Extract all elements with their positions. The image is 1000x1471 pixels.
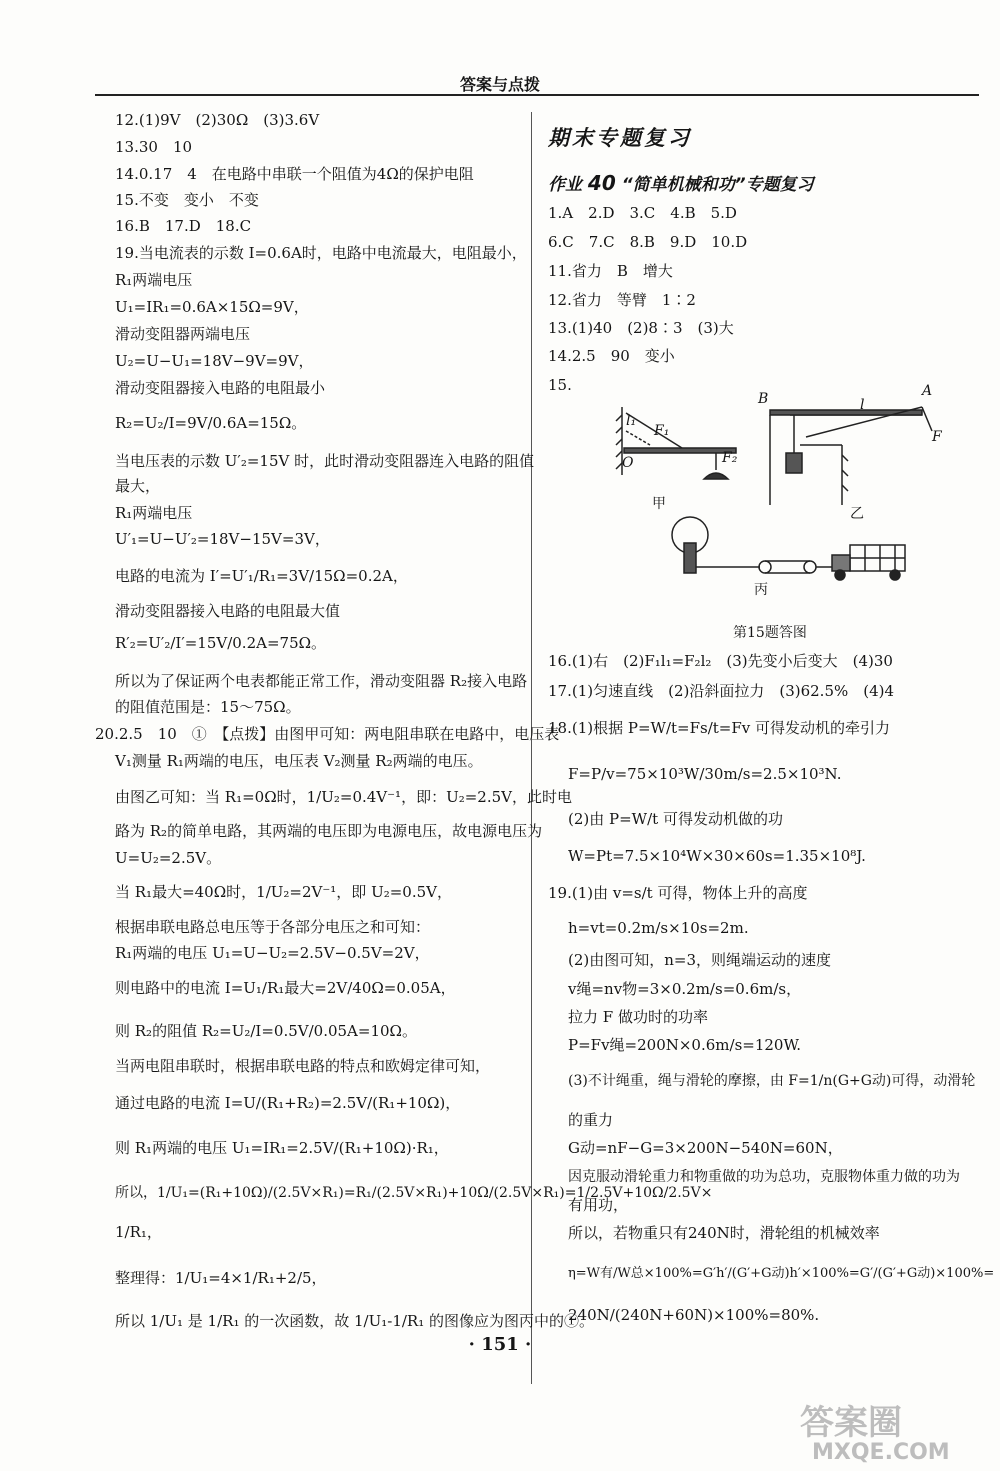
answer-line: 由图乙可知：当 R₁=0Ω时，1/U₂=0.4V⁻¹，即：U₂=2.5V，此时电 [115,788,572,806]
answer-line: 则电路中的电流 I=U₁/R₁最大=2V/40Ω=0.05A， [115,979,456,997]
answer-line: 12.省力 等臂 1∶2 [548,291,696,309]
answer-line: 整理得：1/U₁=4×1/R₁+2/5， [115,1269,327,1287]
symbol-l1: l₁ [626,413,637,429]
answer-line: 滑动变阻器接入电路的电阻最小 [115,379,326,397]
answer-line: η=W有/W总×100%=G′h′/(G′+G动)h′×100%=G′/(G′+G动)×100%= [568,1266,995,1281]
answer-line: 20.2.5 10 ① 【点拨】由图甲可知：两电阻串联在电路中，电压表 [95,725,560,743]
answer-line: U₁=IR₁=0.6A×15Ω=9V， [115,298,309,316]
homework-title [548,170,814,195]
answer-line: 所以为了保证两个电表都能正常工作，滑动变阻器 R₂接入电路 [115,672,528,690]
answer-line: (2)由图可知，n=3，则绳端运动的速度 [568,951,832,969]
answer-line: 16.B 17.D 18.C [115,217,252,235]
answer-line: R₁两端电压 [115,271,193,289]
homework-topic: “简单机械和功”专题复习 [621,175,814,195]
answer-line: 1.A 2.D 3.C 4.B 5.D [548,204,737,222]
answer-line: 13.30 10 [115,138,193,156]
answer-line: 14.0.17 4 在电路中串联一个阻值为4Ω的保护电阻 [115,165,474,183]
answer-line: (2)由 P=W/t 可得发动机做的功 [568,810,783,828]
symbol-A: A [922,383,933,399]
answer-line: U=U₂=2.5V。 [115,849,222,867]
label-yi: 乙 [850,506,864,522]
answer-line: 根据串联电路总电压等于各部分电压之和可知： [115,918,431,936]
watermark-logo: 答案圈 [800,1403,902,1443]
answer-line: 则 R₁两端的电压 U₁=IR₁=2.5V/(R₁+10Ω)·R₁， [115,1139,449,1157]
answer-line: 15. [548,376,572,394]
homework-prefix: 作业 [548,175,582,195]
answer-line: 滑动变阻器两端电压 [115,325,251,343]
figure-caption: 第15题答图 [733,625,807,641]
answer-line: 所以，若物重只有240N时，滑轮组的机械效率 [568,1224,880,1242]
section-title: 期末专题复习 [548,126,692,150]
answer-line: 16.(1)右 (2)F₁l₁=F₂l₂ (3)先变小后变大 (4)30 [548,652,893,670]
answer-line: F=P/v=75×10³W/30m/s=2.5×10³N. [568,765,842,783]
answer-line: 19.当电流表的示数 I=0.6A时，电路中电流最大，电阻最小， [115,244,527,262]
answer-line: 1/R₁， [115,1223,162,1241]
symbol-B: B [758,391,769,407]
answer-line: W=Pt=7.5×10⁴W×30×60s=1.35×10⁸J. [568,847,866,865]
answer-line: 19.(1)由 v=s/t 可得，物体上升的高度 [548,884,808,902]
answer-line: 因克服动滑轮重力和物重做的功为总功，克服物体重力做的功为 [568,1169,960,1185]
diagram-bing [672,517,905,580]
answer-line: 所以 1/U₁ 是 1/R₁ 的一次函数，故 1/U₁-1/R₁ 的图像应为图丙中的①。 [115,1312,594,1330]
answer-line: 的阻值范围是：15～75Ω。 [115,698,301,716]
header-rule [95,94,979,96]
answer-line: h=vt=0.2m/s×10s=2m. [568,919,749,937]
answer-line: 13.(1)40 (2)8∶3 (3)大 [548,319,734,337]
answer-line: V₁测量 R₁两端的电压，电压表 V₂测量 R₂两端的电压。 [115,752,483,770]
answer-line: 17.(1)匀速直线 (2)沿斜面拉力 (3)62.5% (4)4 [548,682,895,700]
answer-line: R₁两端电压 [115,504,193,522]
answer-line: 所以，1/U₁=(R₁+10Ω)/(2.5V×R₁)=R₁/(2.5V×R₁)+10Ω/(2.5V×R₁)=1/2.5V+10Ω/2.5V× [115,1185,713,1201]
answer-line: G动=nF−G=3×200N−540N=60N， [568,1139,843,1157]
diagram-yi [770,407,932,505]
answer-line: 15.不变 变小 不变 [115,191,259,209]
answer-line: 当两电阻串联时，根据串联电路的特点和欧姆定律可知， [115,1057,491,1075]
symbol-F2: F₂ [722,450,738,466]
answer-line: 拉力 F 做功时的功率 [568,1008,708,1026]
homework-number: 40 [587,171,616,195]
page-header-title: 答案与点拨 [459,75,540,94]
answer-line: R′₂=U′₂/I′=15V/0.2A=75Ω。 [115,634,327,652]
answer-line: (3)不计绳重，绳与滑轮的摩擦，由 F=1/n(G+G动)可得，动滑轮 [568,1073,976,1089]
answer-line: 12.(1)9V (2)30Ω (3)3.6V [115,111,320,129]
q15-answer-figure [610,383,942,600]
answer-line: 14.2.5 90 变小 [548,347,675,365]
answer-line: v绳=nv物=3×0.2m/s=0.6m/s， [568,980,802,998]
symbol-O: O [622,455,634,471]
answer-line: 电路的电流为 I′=U′₁/R₁=3V/15Ω=0.2A， [115,567,408,585]
answer-line: 则 R₂的阻值 R₂=U₂/I=0.5V/0.05A=10Ω。 [115,1022,417,1040]
symbol-l: l [860,397,865,413]
answer-line: U₂=U−U₁=18V−9V=9V， [115,352,314,370]
answer-line: 的重力 [568,1111,614,1129]
answer-line: 当电压表的示数 U′₂=15V 时，此时滑动变阻器连入电路的阻值 [115,452,535,470]
page-number: · 151 · [468,1334,532,1355]
watermark-url: MXQE.COM [812,1440,950,1465]
answer-line: 最大， [115,477,161,495]
answer-line: 18.(1)根据 P=W/t=Fs/t=Fv 可得发动机的牵引力 [548,719,891,737]
answer-line: 通过电路的电流 I=U/(R₁+R₂)=2.5V/(R₁+10Ω)， [115,1094,461,1112]
answer-line: R₂=U₂/I=9V/0.6A=15Ω。 [115,414,307,432]
answer-line: U′₁=U−U′₂=18V−15V=3V， [115,530,330,548]
answer-line: 6.C 7.C 8.B 9.D 10.D [548,233,748,251]
answer-line: 路为 R₂的简单电路，其两端的电压即为电源电压，故电源电压为 [115,822,543,840]
label-bing: 丙 [754,582,768,598]
label-jia: 甲 [652,496,666,512]
answer-line: 240N/(240N+60N)×100%=80%. [568,1306,820,1324]
symbol-F1: F₁ [654,423,670,439]
answer-line: R₁两端的电压 U₁=U−U₂=2.5V−0.5V=2V， [115,944,430,962]
answer-line: 当 R₁最大=40Ω时，1/U₂=2V⁻¹，即 U₂=0.5V， [115,883,452,901]
answer-line: 有用功， [568,1196,629,1214]
answer-line: P=Fv绳=200N×0.6m/s=120W. [568,1036,802,1054]
symbol-F: F [932,429,942,445]
answer-line: 滑动变阻器接入电路的电阻最大值 [115,602,341,620]
answer-line: 11.省力 B 增大 [548,262,673,280]
